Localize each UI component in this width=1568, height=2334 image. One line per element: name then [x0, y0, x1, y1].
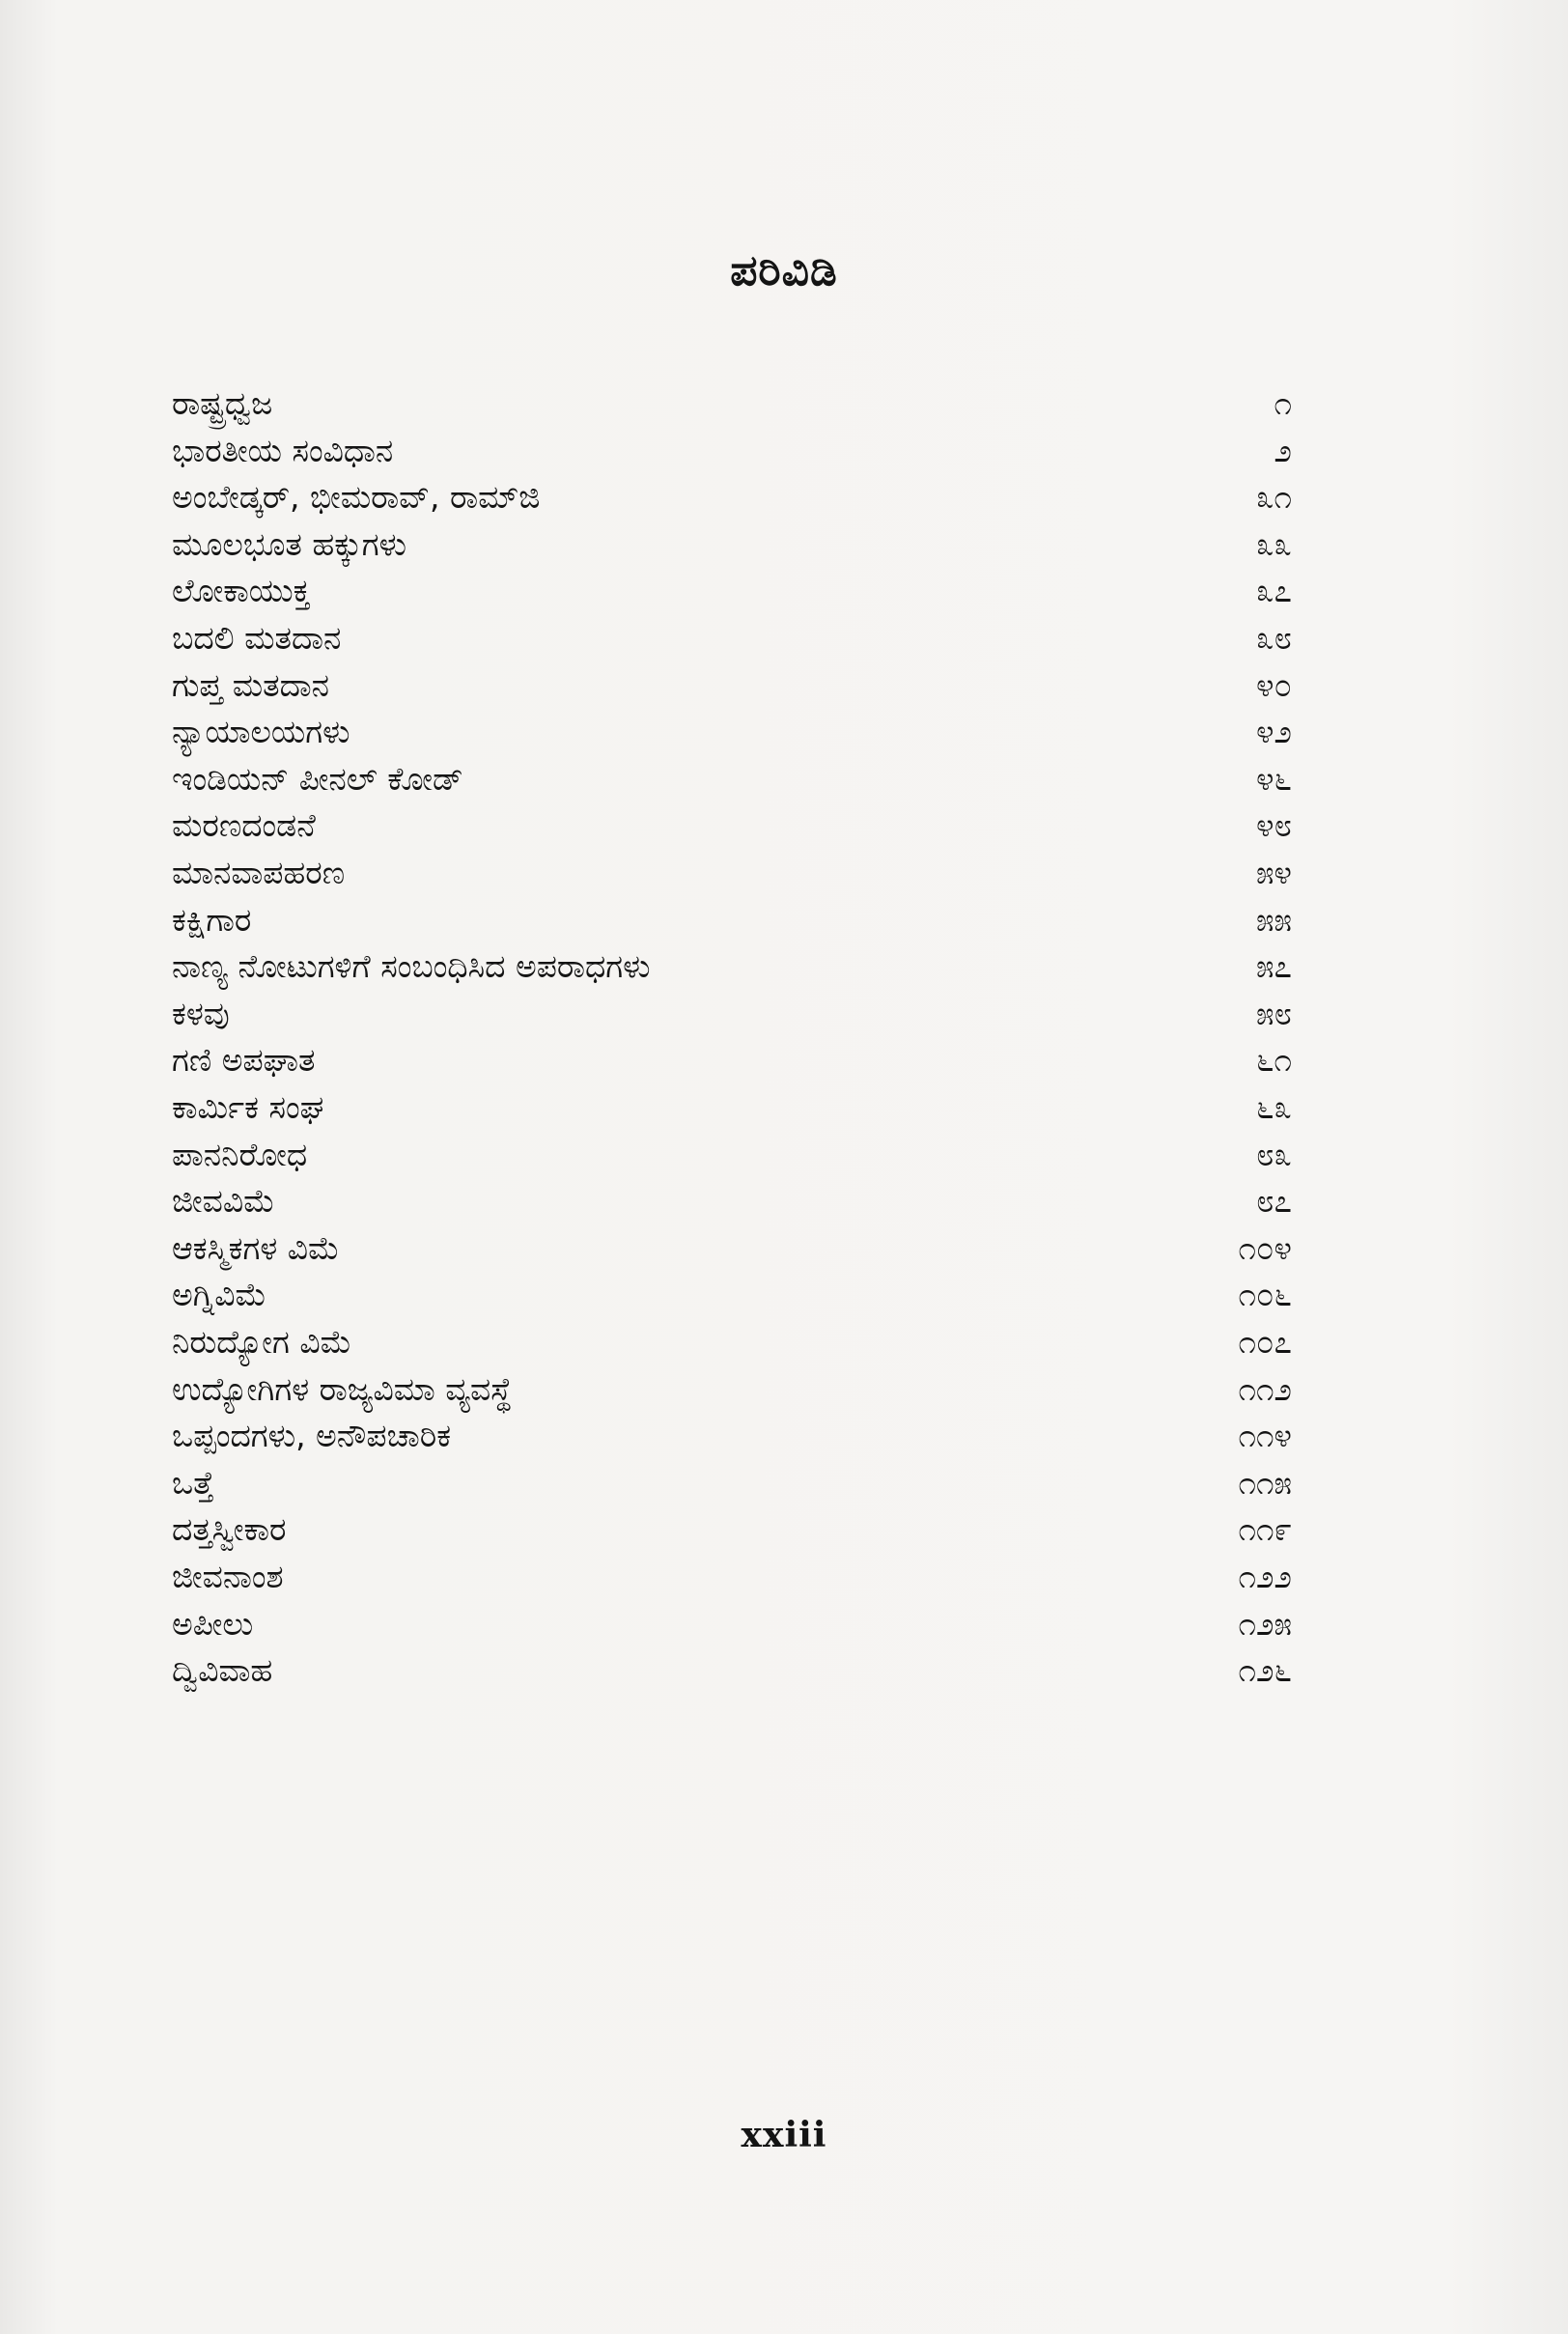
toc-entry-title: ಕಾರ್ಮಿಕ ಸಂಘ: [172, 1088, 324, 1126]
toc-entry-title: ಅಗ್ನಿವಿಮೆ: [172, 1276, 267, 1314]
toc-entry: [172, 989, 1292, 1039]
toc-entry-title: ಒಪ್ಪಂದಗಳು, ಅನೌಪಚಾರಿಕ: [172, 1417, 452, 1455]
toc-entry: [172, 1176, 1292, 1226]
toc-entry-page-number: ೧೨೨: [1238, 1558, 1292, 1595]
toc-entry: [172, 1317, 1292, 1367]
toc-entry-page-number: ೪೨: [1256, 713, 1292, 751]
toc-entry-page-number: ೧೦೪: [1238, 1228, 1292, 1267]
toc-entry-page-number: ೫೮: [1256, 994, 1292, 1032]
toc-entry-page-number: ೧೧೨: [1238, 1369, 1292, 1408]
toc-entry: [172, 566, 1292, 616]
toc-entry-page-number: ೧೦೭: [1238, 1323, 1292, 1361]
toc-entry-page-number: ೪೬: [1256, 759, 1292, 798]
toc-entry-title: ಮರಣದಂಡನೆ: [172, 806, 316, 845]
toc-entry: [172, 942, 1292, 992]
toc-entry-page-number: ೩೮: [1256, 619, 1292, 657]
toc-entry: [172, 754, 1292, 804]
toc-entry: [172, 895, 1292, 945]
toc-entry-title: ಮಾನವಾಪಹರಣ: [172, 854, 346, 891]
toc-entry-page-number: ೩೧: [1256, 478, 1292, 517]
toc-entry: [172, 1130, 1292, 1180]
toc-entry-title: ಕಕ್ಷಿಗಾರ: [172, 900, 252, 939]
toc-entry: [172, 1223, 1292, 1274]
toc-entry-page-number: ೬೧: [1256, 1041, 1292, 1080]
toc-entry: [172, 801, 1292, 851]
toc-entry-page-number: ೫೫: [1256, 900, 1292, 939]
toc-entry-title: ಒತ್ತೆ: [172, 1463, 214, 1502]
page-number: xxiii: [741, 2115, 827, 2155]
toc-entry: [172, 426, 1292, 476]
toc-entry-title: ಗಣಿ ಅಪಘಾತ: [172, 1041, 316, 1080]
toc-entry-page-number: ೫೭: [1256, 947, 1292, 986]
toc-entry-page-number: ೪೮: [1256, 806, 1292, 845]
toc-entry: [172, 661, 1292, 711]
toc-entry-page-number: ೩೩: [1256, 524, 1292, 563]
toc-entry-page-number: ೪೦: [1256, 665, 1292, 704]
toc-entry-title: ಉದ್ಯೋಗಿಗಳ ರಾಜ್ಯವಿಮಾ ವ್ಯವಸ್ಥೆ: [172, 1369, 513, 1408]
toc-entry: [172, 520, 1292, 570]
toc-entry-title: ಗುಪ್ತ ಮತದಾನ: [172, 665, 329, 704]
toc-entry: [172, 707, 1292, 757]
toc-entry-page-number: ೧೨೫: [1238, 1604, 1292, 1643]
toc-entry-page-number: ೮೩: [1256, 1135, 1292, 1173]
toc-entry-page-number: ೨: [1274, 431, 1292, 469]
toc-entry-page-number: ೮೭: [1256, 1182, 1292, 1221]
toc-entry: [172, 1364, 1292, 1415]
toc-entry-page-number: ೧೧೪: [1238, 1417, 1292, 1455]
toc-entry-page-number: ೫೪: [1256, 854, 1292, 891]
toc-entry-page-number: ೧೨೬: [1238, 1651, 1292, 1690]
toc-entry-title: ಕಳವು: [172, 994, 230, 1032]
toc-entry: [172, 613, 1292, 663]
toc-entry: [172, 1270, 1292, 1320]
toc-entry-page-number: ೧: [1274, 384, 1292, 422]
toc-entry: [172, 1035, 1292, 1085]
toc-entry-page-number: ೩೭: [1256, 572, 1292, 610]
toc-entry: [172, 1599, 1292, 1649]
toc-entry-title: ಜೀವನಾಂಶ: [172, 1558, 284, 1595]
toc-entry-title: ನ್ಯಾಯಾಲಯಗಳು: [172, 713, 350, 751]
toc-entry-title: ಅಂಬೇಡ್ಕರ್, ಭೀಮರಾವ್, ರಾಮ್‌ಜಿ: [172, 478, 541, 517]
toc-entry-title: ದ್ವಿವಿವಾಹ: [172, 1651, 273, 1690]
toc-entry-page-number: ೧೧೫: [1238, 1463, 1292, 1502]
toc-entry-title: ಬದಲಿ ಮತದಾನ: [172, 619, 342, 657]
toc-entry: [172, 472, 1292, 522]
toc-entry-page-number: ೬೩: [1256, 1088, 1292, 1126]
toc-entry-title: ಅಪೀಲು: [172, 1604, 254, 1643]
toc-entry: [172, 379, 1292, 429]
toc-entry-title: ಪಾನನಿರೋಧ: [172, 1135, 308, 1173]
page-title: ಪರಿವಿಡಿ: [730, 246, 838, 295]
toc-entry: [172, 1458, 1292, 1508]
toc-entry-title: ಲೋಕಾಯುಕ್ತ: [172, 572, 311, 610]
toc-entry-title: ದತ್ತಸ್ವೀಕಾರ: [172, 1510, 287, 1549]
toc-entry-title: ಜೀವವಿಮೆ: [172, 1182, 275, 1221]
toc-entry: [172, 1411, 1292, 1461]
toc-entry-title: ನಾಣ್ಯ ನೋಟುಗಳಿಗೆ ಸಂಬಂಧಿಸಿದ ಅಪರಾಧಗಳು: [172, 947, 651, 986]
toc-entry-page-number: ೧೦೬: [1238, 1276, 1292, 1314]
toc-entry: [172, 848, 1292, 898]
toc-entry-title: ರಾಷ್ಟ್ರಧ್ವಜ: [172, 384, 273, 422]
toc-entry: [172, 1552, 1292, 1602]
toc-entry: [172, 1083, 1292, 1133]
toc-entry: [172, 1504, 1292, 1555]
toc-entry-title: ಆಕಸ್ಮಿಕಗಳ ವಿಮೆ: [172, 1228, 340, 1267]
toc-entry-title: ನಿರುದ್ಯೋಗ ವಿಮೆ: [172, 1323, 352, 1361]
toc-entry-title: ಇಂಡಿಯನ್ ಪೀನಲ್ ಕೋಡ್: [172, 759, 463, 798]
toc-entry-title: ಮೂಲಭೂತ ಹಕ್ಕುಗಳು: [172, 524, 407, 563]
toc-entry-title: ಭಾರತೀಯ ಸಂವಿಧಾನ: [172, 431, 394, 469]
toc-entry-page-number: ೧೧೯: [1238, 1510, 1292, 1549]
toc-entry: [172, 1645, 1292, 1696]
